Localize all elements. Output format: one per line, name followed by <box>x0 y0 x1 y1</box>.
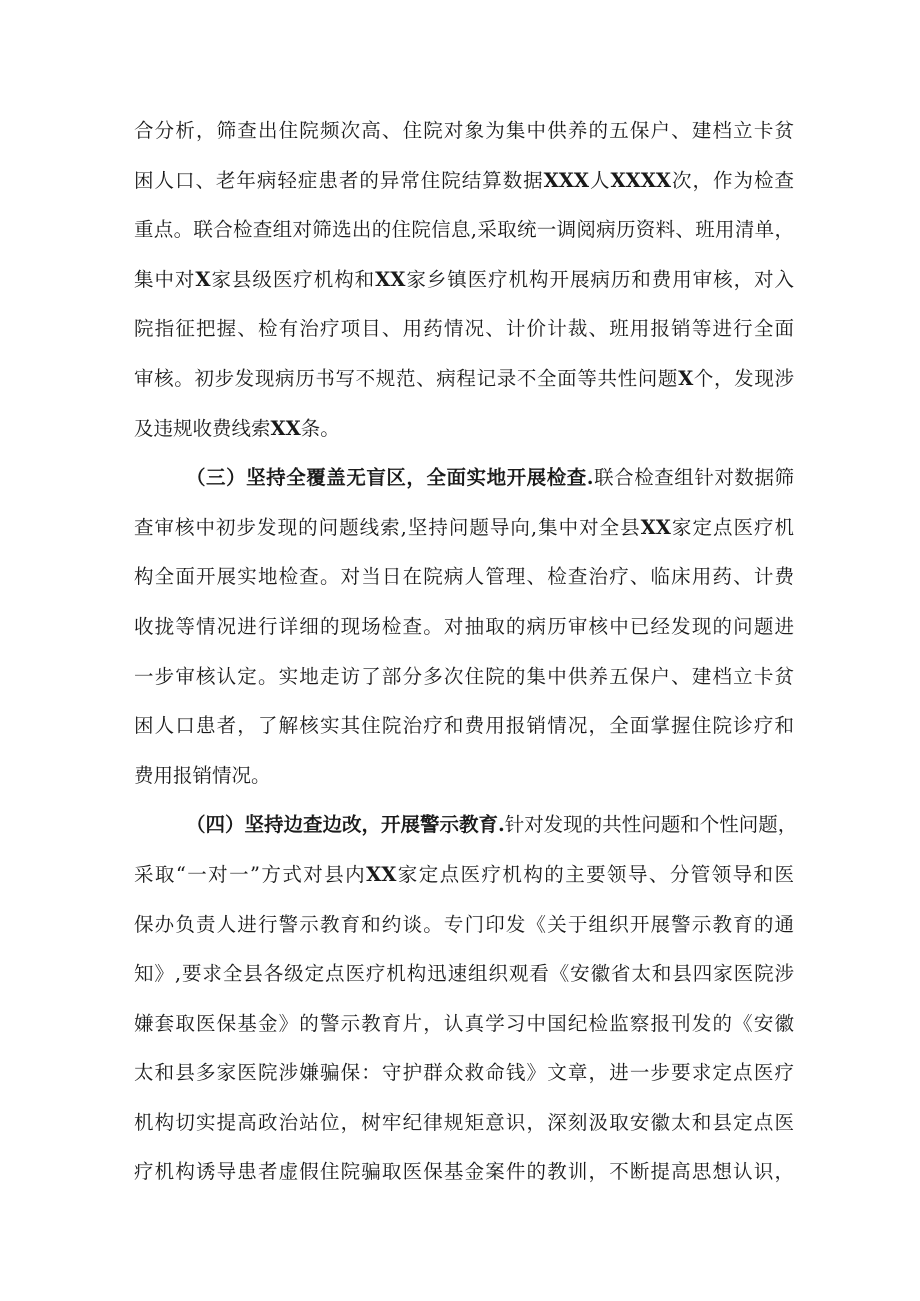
text-line: 构全面开展实地检查。对当日在院病人管理、检查治疗、临床用药、计费 <box>134 565 794 589</box>
paragraph-p1 <box>134 106 794 453</box>
section-heading: （四）坚持边查边改，开展警示教育. <box>186 813 505 837</box>
document-body <box>134 106 798 1197</box>
text-line: 集中对X家县级医疗机构和XX家乡镇医疗机构开展病历和费用审核，对入 <box>134 267 794 291</box>
text-line: 困人口、老年病轻症患者的异常住院结算数据XXX人XXXX次，作为检查 <box>134 168 794 192</box>
text-line: 合分析，筛查出住院频次高、住院对象为集中供养的五保户、建档立卡贫 <box>134 119 794 142</box>
text-line: 知》,要求全县各级定点医疗机构迅速组织观看《安徽省太和县四家医院涉 <box>134 962 794 986</box>
text-line: 困人口患者，了解核实其住院治疗和费用报销情况，全面掌握住院诊疗和 <box>134 714 794 738</box>
text-line: 费用报销情况。 <box>134 763 271 787</box>
paragraph-p2 <box>134 453 794 800</box>
text-line: 及违规收费线索XX条。 <box>134 416 340 440</box>
section-heading: （三）坚持全覆盖无盲区，全面实地开展检查. <box>186 466 594 490</box>
text-line: 一步审核认定。实地走访了部分多次住院的集中供养五保户、建档立卡贫 <box>134 664 794 688</box>
text-line: 查审核中初步发现的问题线索,坚持问题导向,集中对全县XX家定点医疗机 <box>134 515 794 539</box>
text-line: 重点。联合检查组对筛选出的住院信息,采取统一调阅病历资料、班用清单， <box>134 218 794 242</box>
text-line: 疗机构诱导患者虚假住院骗取医保基金案件的教训，不断提高思想认识， <box>134 1160 794 1184</box>
text-line: 院指征把握、检有治疗项目、用药情况、计价计裁、班用报销等进行全面 <box>134 317 794 341</box>
text-line: 保办负责人进行警示教育和约谈。专门印发《关于组织开展警示教育的通 <box>134 912 794 936</box>
text-line: （三）坚持全覆盖无盲区，全面实地开展检查.联合检查组针对数据筛 <box>186 466 794 490</box>
text-line: 机构切实提高政治站位，树牢纪律规矩意识，深刻汲取安徽太和县定点医 <box>134 1110 794 1134</box>
text-line: 审核。初步发现病历书写不规范、病程记录不全面等共性问题X个，发现涉 <box>134 366 794 390</box>
text-line: （四）坚持边查边改，开展警示教育.针对发现的共性问题和个性问题， <box>186 813 798 837</box>
text-line: 太和县多家医院涉嫌骗保：守护群众救命钱》文章，进一步要求定点医疗 <box>134 1061 794 1085</box>
text-line: 嫌套取医保基金》的警示教育片，认真学习中国纪检监察报刊发的《安徽 <box>134 1011 794 1035</box>
text-line: 收拢等情况进行详细的现场检查。对抽取的病历审核中已经发现的问题进 <box>134 614 794 638</box>
paragraph-p3 <box>134 800 798 1197</box>
text-line: 采取“一对一”方式对县内XX家定点医疗机构的主要领导、分管领导和医 <box>134 862 794 886</box>
